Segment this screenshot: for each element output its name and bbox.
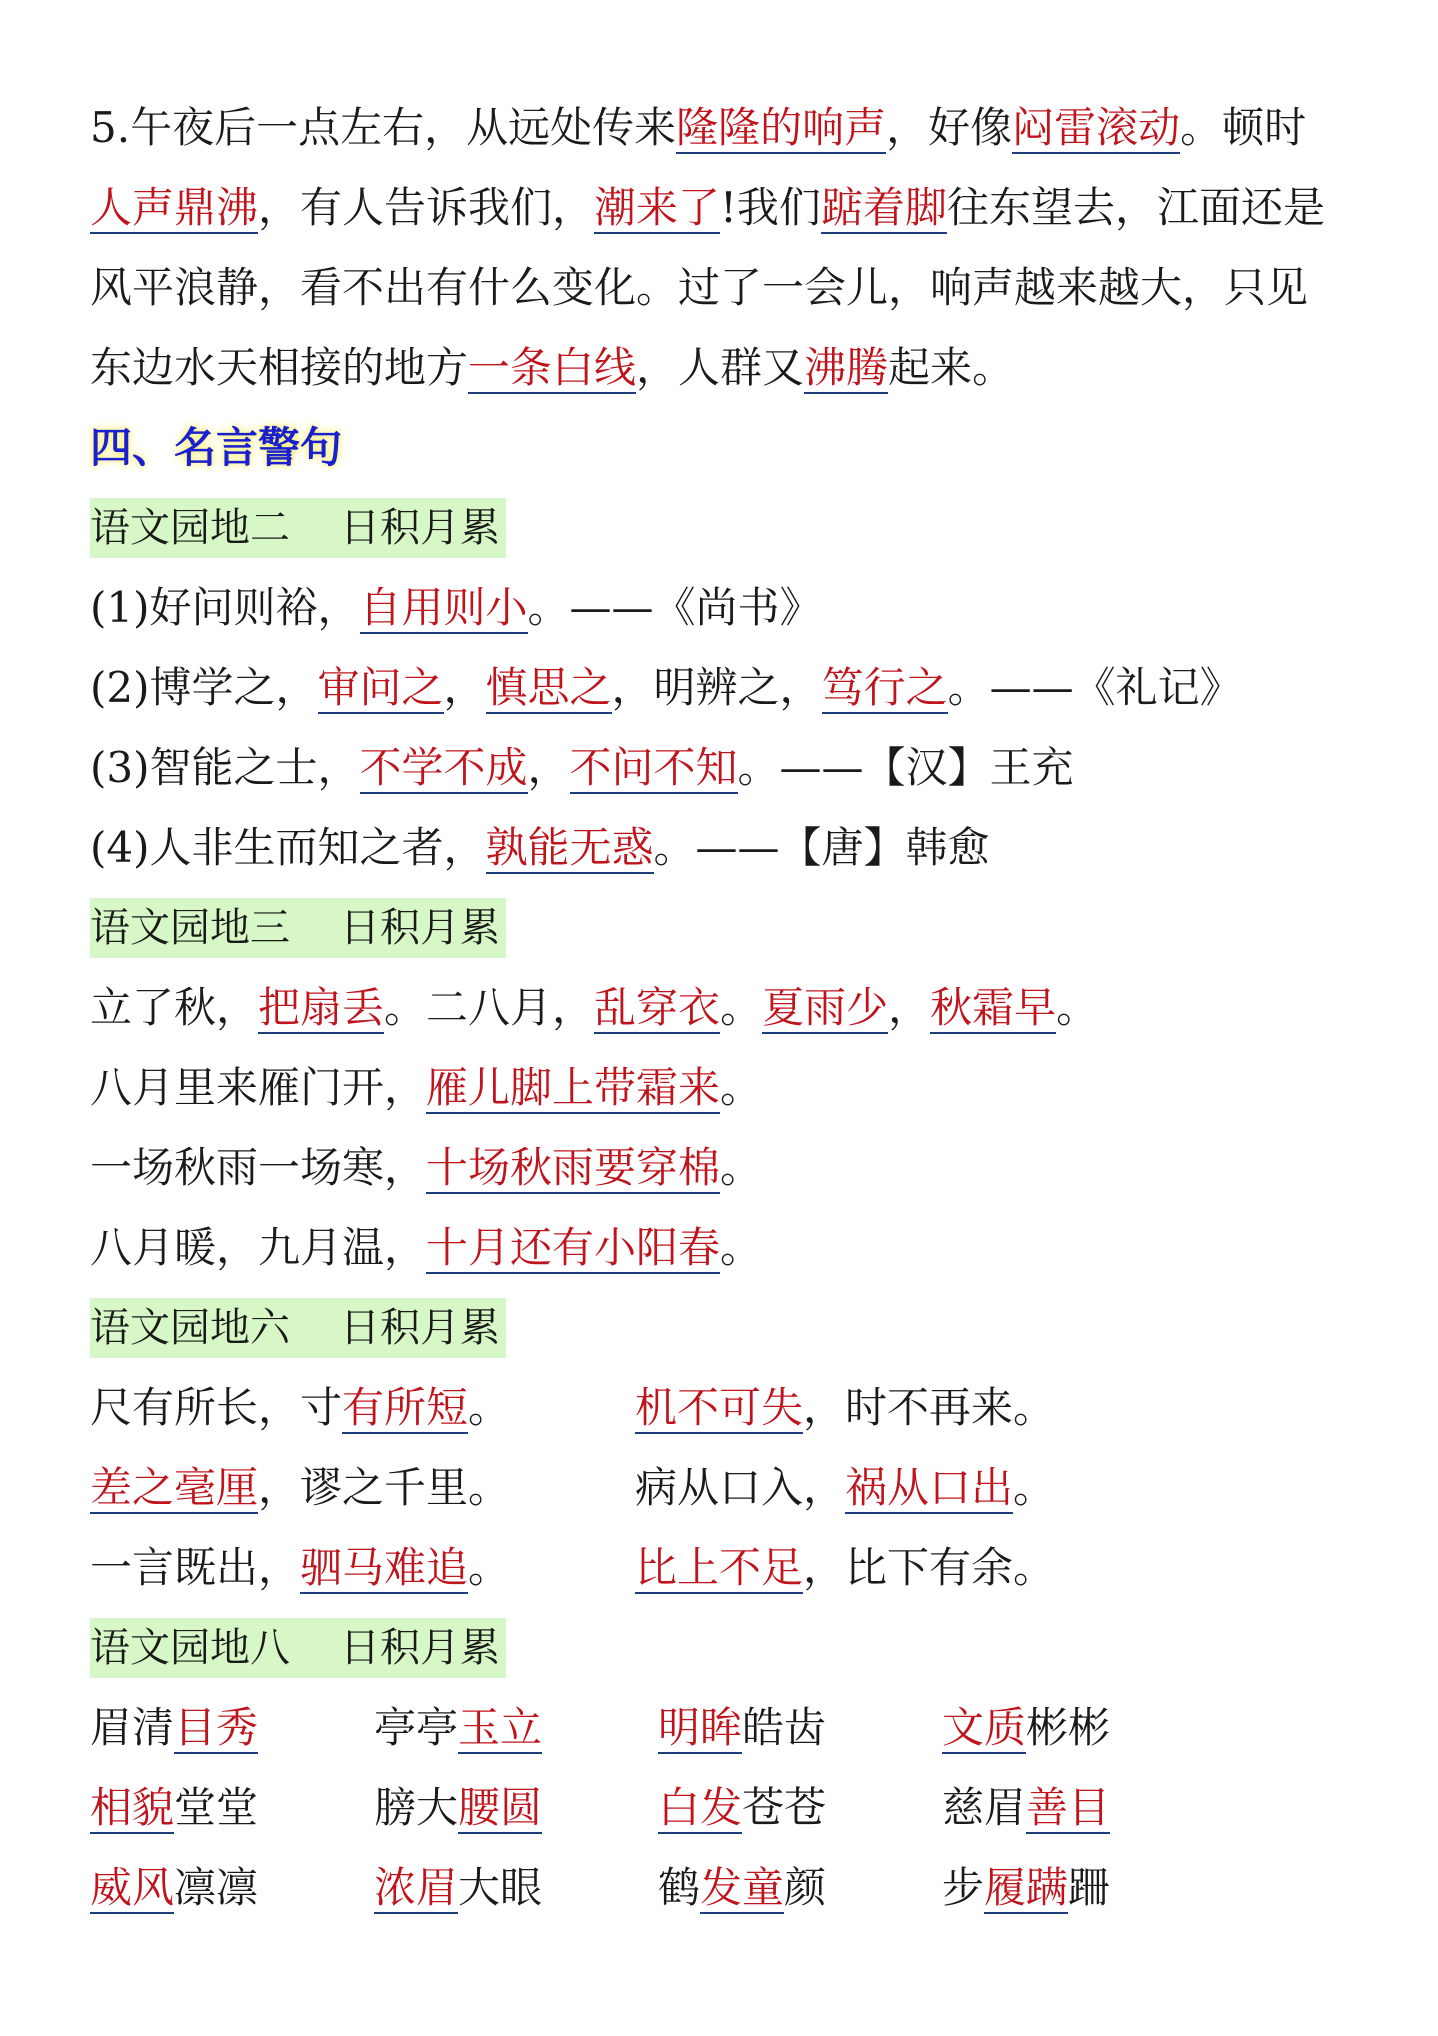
answer: 发童: [700, 1863, 785, 1912]
answer: 孰能无惑: [485, 823, 654, 872]
text: 堂堂: [174, 1783, 259, 1832]
text: 大眼: [458, 1863, 543, 1912]
text: ，: [888, 983, 931, 1032]
text: 慈眉: [942, 1783, 1027, 1832]
text: 。——《礼记》: [947, 663, 1242, 712]
text: !我们: [720, 183, 821, 232]
section-title-2: [90, 498, 506, 558]
text: 苍苍: [742, 1783, 827, 1832]
text: 。二八月，: [384, 983, 595, 1032]
text: (1)好问则裕，: [90, 583, 360, 632]
text: 八月暖，九月温，: [90, 1223, 427, 1272]
saying-row-3: [90, 1528, 1370, 1608]
proverb-4: [90, 1208, 1370, 1288]
section-title: 语文园地三: [90, 905, 290, 951]
text: 病从口入，: [635, 1463, 846, 1512]
answer: 笃行之: [821, 663, 948, 712]
answer: 比上不足: [635, 1543, 804, 1592]
section-subtitle: 日积月累: [340, 1625, 500, 1671]
section-title-6: [90, 1298, 506, 1358]
text: (3)智能之士，: [90, 743, 360, 792]
text: 眉清: [90, 1703, 175, 1752]
answer: 腰圆: [458, 1783, 543, 1832]
answer: 乱穿衣: [594, 983, 721, 1032]
quote-4: [90, 808, 1370, 888]
answer: 相貌: [90, 1783, 175, 1832]
answer: 踮着脚: [820, 183, 947, 232]
text: ，: [443, 663, 486, 712]
text: 膀大: [374, 1783, 459, 1832]
idiom-row-3: [90, 1848, 1370, 1928]
answer: 雁儿脚上带霜来: [426, 1063, 721, 1112]
answer: 不学不成: [359, 743, 528, 792]
text: 八月里来雁门开，: [90, 1063, 427, 1112]
text: ，谬之千里。: [258, 1463, 511, 1512]
answer: 白发: [658, 1783, 743, 1832]
text: 起来。: [888, 343, 1015, 392]
document-page: [90, 88, 1370, 1928]
section-title: 语文园地二: [90, 505, 290, 551]
text: 彬彬: [1026, 1703, 1111, 1752]
answer: 善目: [1026, 1783, 1111, 1832]
answer: 威风: [90, 1863, 175, 1912]
text: 颜: [784, 1863, 827, 1912]
passage-line-4: [90, 328, 1370, 408]
answer: 十月还有小阳春: [426, 1223, 721, 1272]
answer: 履蹒: [984, 1863, 1069, 1912]
text: (4)人非生而知之者，: [90, 823, 486, 872]
idiom-row-1: [90, 1688, 1370, 1768]
section-subtitle: 日积月累: [340, 1305, 500, 1351]
text: 皓齿: [742, 1703, 827, 1752]
answer: 把扇丢: [258, 983, 385, 1032]
text: 一言既出，: [90, 1543, 301, 1592]
text: 凛凛: [174, 1863, 259, 1912]
answer: 闷雷滚动: [1012, 103, 1181, 152]
answer: 玉立: [458, 1703, 543, 1752]
text: ，有人告诉我们，: [258, 183, 595, 232]
quote-1: [90, 568, 1370, 648]
text: 。: [468, 1383, 511, 1432]
answer: 驷马难追: [300, 1543, 469, 1592]
quote-2: [90, 648, 1370, 728]
text: 。——《尚书》: [527, 583, 822, 632]
text: 东边水天相接的地方: [90, 343, 469, 392]
proverb-1: [90, 968, 1370, 1048]
section-title: 语文园地八: [90, 1625, 290, 1671]
answer: 十场秋雨要穿棉: [426, 1143, 721, 1192]
text: 往东望去，江面还是: [946, 183, 1325, 232]
section-heading: 四、名言警句: [90, 423, 343, 472]
section-title-8: [90, 1618, 506, 1678]
text: ，: [527, 743, 570, 792]
proverb-2: [90, 1048, 1370, 1128]
text: 一场秋雨一场寒，: [90, 1143, 427, 1192]
text: 立了秋，: [90, 983, 259, 1032]
text: 鹤: [658, 1863, 701, 1912]
answer: 不问不知: [569, 743, 738, 792]
text: (2)博学之，: [90, 663, 318, 712]
text: 。: [1056, 983, 1099, 1032]
answer: 审问之: [317, 663, 444, 712]
text: 步: [942, 1863, 985, 1912]
text: ，好像: [886, 103, 1013, 152]
text: 。: [720, 1143, 763, 1192]
answer: 有所短: [342, 1383, 469, 1432]
text: 。——【唐】韩愈: [653, 823, 990, 872]
answer: 浓眉: [374, 1863, 459, 1912]
text: 。: [720, 983, 763, 1032]
section-subtitle: 日积月累: [340, 905, 500, 951]
answer: 沸腾: [804, 343, 889, 392]
answer: 自用则小: [359, 583, 528, 632]
text: 。: [1013, 1463, 1056, 1512]
text: ，比下有余。: [803, 1543, 1056, 1592]
saying-row-1: [90, 1368, 1370, 1448]
text: 尺有所长，寸: [90, 1383, 343, 1432]
answer: 隆隆的响声: [676, 103, 887, 152]
answer: 一条白线: [468, 343, 637, 392]
text: 。: [720, 1223, 763, 1272]
answer: 差之毫厘: [90, 1463, 259, 1512]
answer: 机不可失: [635, 1383, 804, 1432]
answer: 潮来了: [594, 183, 721, 232]
answer: 文质: [942, 1703, 1027, 1752]
answer: 明眸: [658, 1703, 743, 1752]
text: 亭亭: [374, 1703, 459, 1752]
answer: 目秀: [174, 1703, 259, 1752]
quote-3: [90, 728, 1370, 808]
text: 。顿时: [1180, 103, 1307, 152]
answer: 慎思之: [485, 663, 612, 712]
text: ，人群又: [636, 343, 805, 392]
passage-line-3: 风平浪静，看不出有什么变化。过了一会儿，响声越来越大，只见: [90, 263, 1309, 312]
text: 。: [468, 1543, 511, 1592]
text: ，明辨之，: [611, 663, 822, 712]
section-subtitle: 日积月累: [340, 505, 500, 551]
proverb-3: [90, 1128, 1370, 1208]
answer: 秋霜早: [930, 983, 1057, 1032]
idiom-row-2: [90, 1768, 1370, 1848]
answer: 祸从口出: [845, 1463, 1014, 1512]
text: ，时不再来。: [803, 1383, 1056, 1432]
text: 跚: [1068, 1863, 1111, 1912]
text: 5.午夜后一点左右，从远处传来: [90, 103, 677, 152]
text: 。: [720, 1063, 763, 1112]
text: 。——【汉】王充: [737, 743, 1074, 792]
section-title-3: [90, 898, 506, 958]
section-title: 语文园地六: [90, 1305, 290, 1351]
answer: 人声鼎沸: [90, 183, 259, 232]
passage-line-1: [90, 88, 1370, 168]
answer: 夏雨少: [762, 983, 889, 1032]
saying-row-2: [90, 1448, 1370, 1528]
passage-line-2: [90, 168, 1370, 248]
